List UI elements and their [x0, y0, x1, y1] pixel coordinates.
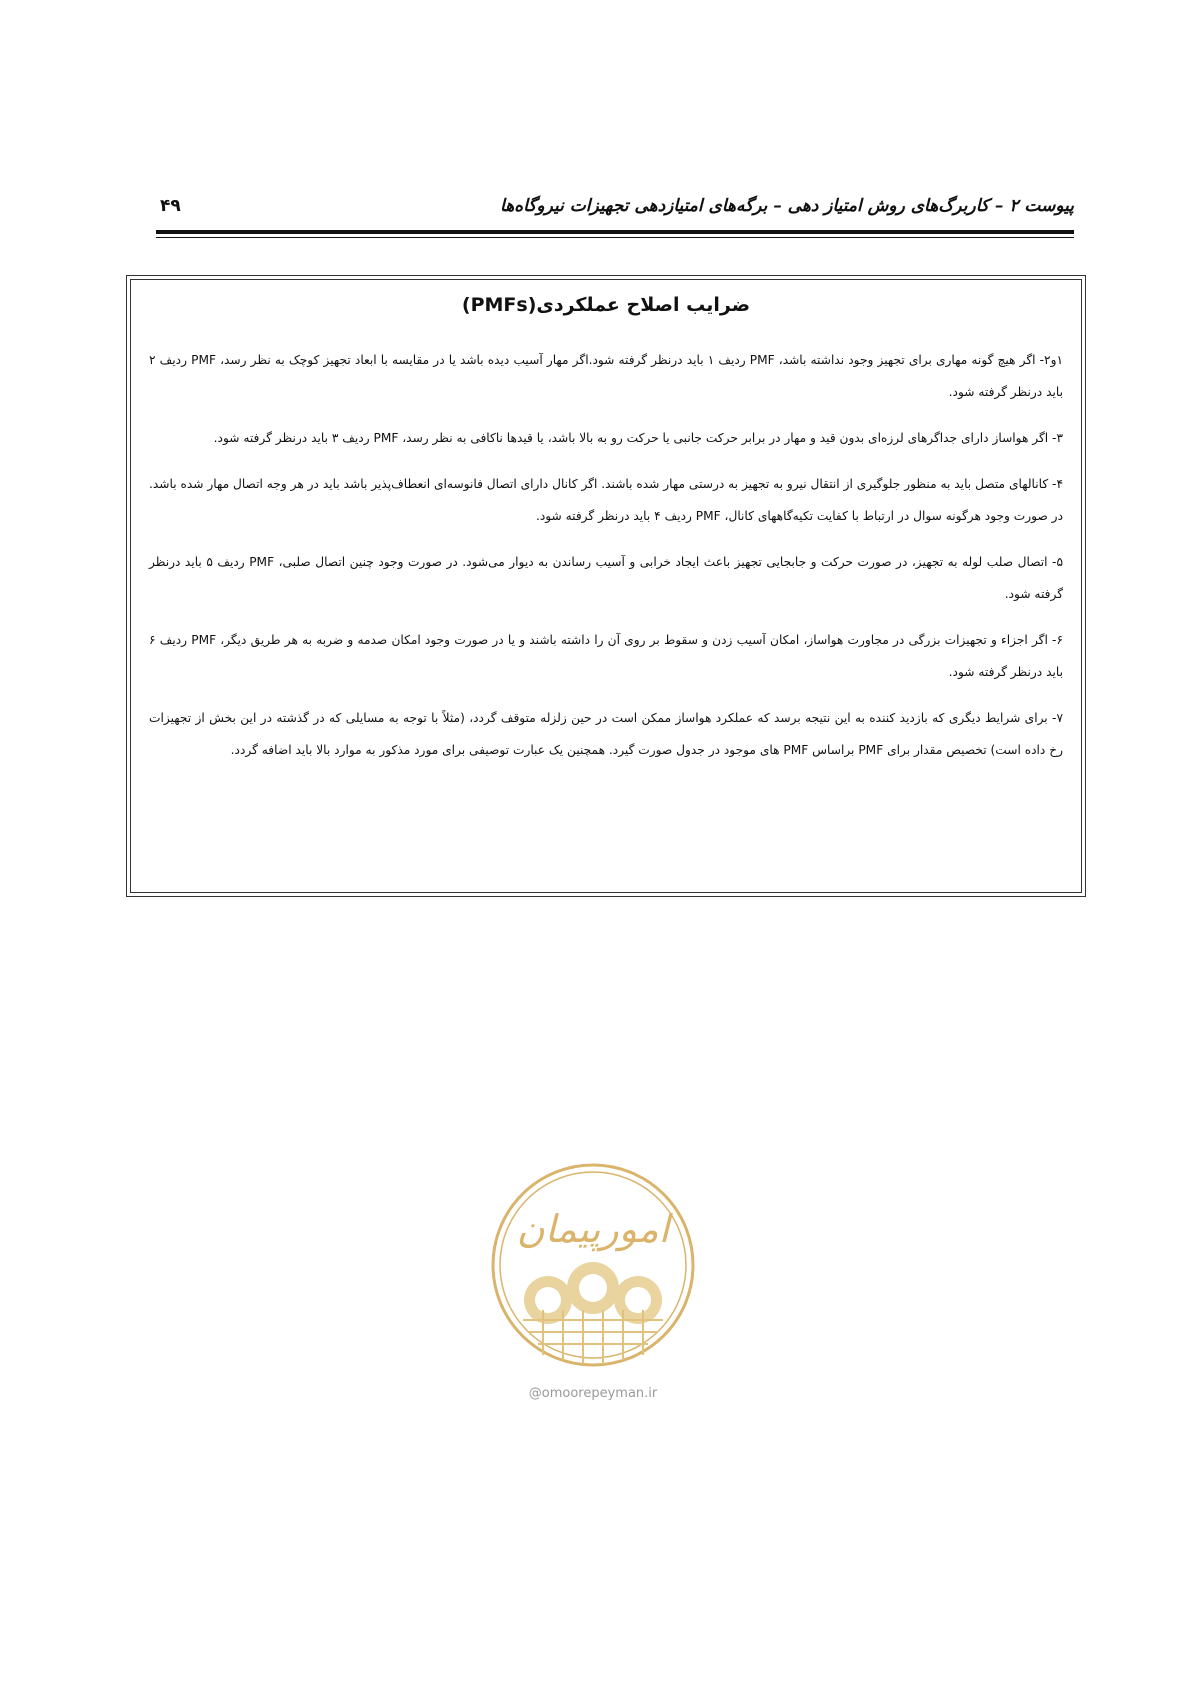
watermark-logo	[488, 1160, 698, 1370]
watermark-logo-text: امورپیمان	[516, 1207, 670, 1251]
paragraph-1-2: ۱و۲- اگر هیچ گونه مهاری برای تجهیز وجود نداشته باشد، PMF ردیف ۱ باید درنظر گرفته شود.اگر مهار آسیب دیده باشد یا در مقایسه با ابعاد تجهیز کوچک به نظر رسد، PMF ردیف ۲ باید درنظر گرفته شود.	[149, 353, 1063, 399]
page-number: ۴۹	[160, 196, 181, 216]
box-title: ضرایب اصلاح عملکردی(PMFs)	[461, 294, 751, 316]
paragraph-4: ۴- کانالهای متصل باید به منظور جلوگیری از انتقال نیرو به تجهیز به درستی مهار شده باشند. اگر کانال دارای اتصال فانوسه‌ای انعطاف‌پذیر باشد باید در هر وجه اتصال مهار شده باشد. در صورت وجود هرگونه سوال در ارتباط با کفایت تکیه‌گاههای کانال، PMF ردیف ۴ باید درنظر گرفته شود.	[149, 477, 1063, 523]
paragraph-7: ۷- برای شرایط دیگری که بازدید کننده به این نتیجه برسد که عملکرد هواساز ممکن است در حین زلزله متوقف گردد، (مثلاً با توجه به مسایلی که در گذشته در این بخش از تجهیزات رخ داده است) تخصیص مقدار برای PMF براساس PMF های موجود در جدول صورت گیرد. همچنین یک عبارت توصیفی برای مورد مذکور به موارد بالا باید اضافه گردد.	[149, 711, 1063, 757]
page-header	[156, 196, 1074, 226]
paragraph-list	[149, 344, 1063, 780]
paragraph-6: ۶- اگر اجزاء و تجهیزات بزرگی در مجاورت هواساز، امکان آسیب زدن و سقوط بر روی آن را داشته باشند و یا در صورت وجود امکان صدمه و ضربه به هر طریق دیگر، PMF ردیف ۶ باید درنظر گرفته شود.	[149, 633, 1063, 679]
watermark-url: @omoorepeyman.ir	[528, 1386, 658, 1401]
pmf-box	[126, 275, 1086, 897]
header-title: پیوست ۲ – کاربرگ‌های روش امتیاز دهی – برگه‌های امتیازدهی تجهیزات نیروگاه‌ها	[500, 196, 1074, 216]
header-rule-thick	[156, 230, 1074, 234]
paragraph-5: ۵- اتصال صلب لوله به تجهیز، در صورت حرکت و جابجایی تجهیز باعث ایجاد خرابی و آسیب رساندن به دیوار می‌شود. در صورت وجود چنین اتصال صلبی، PMF ردیف ۵ باید درنظر گرفته شود.	[149, 555, 1063, 601]
header-rule-thin	[156, 237, 1074, 238]
paragraph-3: ۳- اگر هواساز دارای جداگرهای لرزه‌ای بدون قید و مهار در برابر حرکت جانبی یا حرکت رو به بالا باشد، یا قیدها ناکافی به نظر رسد، PMF ردیف ۳ باید درنظر گرفته شود.	[213, 431, 1063, 445]
